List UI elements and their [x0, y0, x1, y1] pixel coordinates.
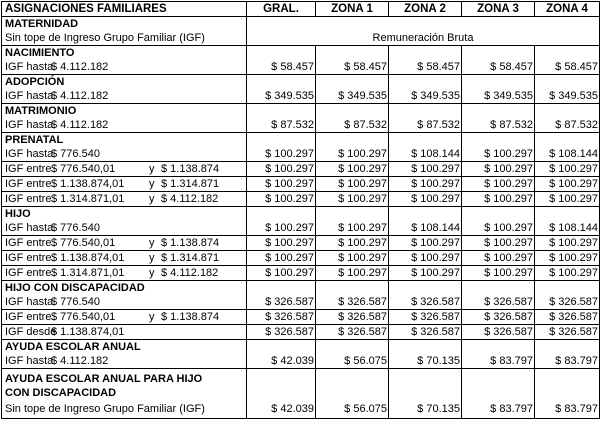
value-cell: $ 58.457: [535, 60, 600, 75]
section-title-row: [2, 133, 600, 148]
value-cell: $ 326.587: [316, 295, 389, 310]
value-cell: $ 100.297: [389, 192, 462, 207]
section-title-ayuda-escolar-disc-2: CON DISCAPACIDAD: [2, 386, 247, 400]
empty-cell: [247, 340, 316, 355]
value-cell: $ 100.297: [316, 236, 389, 251]
section-title-row: [2, 207, 600, 222]
value-cell: $ 100.297: [535, 162, 600, 177]
condition-to: $ 1.314.871: [161, 252, 220, 264]
value-cell: $ 100.297: [389, 251, 462, 266]
value-cell: $ 87.532: [247, 118, 316, 133]
value-cell: $ 70.135: [389, 400, 462, 419]
condition-cell: [2, 310, 247, 325]
condition-label: IGF entre: [5, 178, 52, 190]
value-cell: $ 108.144: [389, 221, 462, 236]
condition-label: IGF hasta: [5, 296, 54, 308]
asignaciones-table: [1, 1, 600, 419]
condition-cell: [2, 89, 247, 104]
condition-from: $ 776.540: [51, 296, 100, 308]
table-row: [2, 192, 600, 207]
header-zone: ZONA 1: [316, 2, 389, 17]
condition-from: $ 776.540,01: [51, 163, 116, 175]
value-cell: $ 87.532: [389, 118, 462, 133]
table-row: [2, 400, 600, 419]
condition-to: $ 1.314.871: [161, 178, 220, 190]
empty-cell: [535, 281, 600, 296]
section-title-nacimiento: NACIMIENTO: [2, 46, 247, 61]
section-title-hijo: HIJO: [2, 207, 247, 222]
empty-cell: [462, 340, 535, 355]
condition-and: y: [149, 163, 155, 175]
empty-cell: [535, 133, 600, 148]
section-title-hijo-discapacidad: HIJO CON DISCAPACIDAD: [2, 281, 247, 296]
value-cell: $ 100.297: [247, 147, 316, 162]
table-row: [2, 310, 600, 325]
condition-amount: $ 4.112.182: [51, 355, 109, 367]
table-row: [2, 177, 600, 192]
empty-cell: [316, 104, 389, 119]
value-cell: $ 100.297: [389, 162, 462, 177]
value-cell: $ 100.297: [316, 147, 389, 162]
empty-cell: [316, 46, 389, 61]
empty-cell: [247, 281, 316, 296]
condition-and: y: [149, 178, 155, 190]
value-cell: $ 349.535: [316, 89, 389, 104]
condition-and: y: [149, 193, 155, 205]
empty-cell: [389, 75, 462, 90]
value-cell: $ 100.297: [247, 162, 316, 177]
condition-cell: [2, 118, 247, 133]
condition-cell: [2, 295, 247, 310]
value-cell: $ 87.532: [462, 118, 535, 133]
value-cell: $ 100.297: [247, 177, 316, 192]
value-cell: $ 326.587: [247, 295, 316, 310]
empty-cell: [535, 75, 600, 90]
condition-from: $ 776.540,01: [51, 311, 116, 323]
empty-cell: [462, 46, 535, 61]
value-cell: $ 100.297: [389, 266, 462, 281]
value-cell: $ 100.297: [389, 236, 462, 251]
value-cell: $ 326.587: [535, 310, 600, 325]
value-cell: $ 326.587: [389, 295, 462, 310]
condition-cell: [2, 325, 247, 340]
table-row: [2, 89, 600, 104]
condition-from: $ 776.540: [51, 222, 100, 234]
value-cell: $ 100.297: [247, 236, 316, 251]
condition-cell: [2, 221, 247, 236]
section-title-ayuda-escolar: AYUDA ESCOLAR ANUAL: [2, 340, 247, 355]
empty-cell: [535, 104, 600, 119]
condition-to: $ 4.112.182: [161, 267, 219, 279]
condition-to: $ 4.112.182: [161, 193, 219, 205]
condition-label: IGF entre: [5, 252, 52, 264]
empty-cell: [462, 133, 535, 148]
condition-label: IGF entre: [5, 267, 52, 279]
empty-cell: [247, 369, 316, 401]
value-cell: $ 100.297: [247, 192, 316, 207]
table-row: [2, 118, 600, 133]
section-title-row: [2, 369, 600, 387]
empty-cell: [462, 369, 535, 401]
empty-cell: [316, 133, 389, 148]
table-row: [2, 266, 600, 281]
value-cell: $ 83.797: [462, 354, 535, 369]
value-cell: $ 100.297: [535, 177, 600, 192]
value-cell: $ 326.587: [462, 310, 535, 325]
value-cell: $ 100.297: [462, 162, 535, 177]
value-cell: $ 100.297: [462, 266, 535, 281]
value-cell: $ 100.297: [247, 251, 316, 266]
condition-from: $ 1.138.874,01: [51, 178, 125, 190]
condition-amount: $ 4.112.182: [51, 90, 109, 102]
table-row: [2, 236, 600, 251]
section-title-row: [2, 46, 600, 61]
header-zone: ZONA 3: [462, 2, 535, 17]
value-cell: $ 326.587: [535, 325, 600, 340]
empty-cell: [389, 133, 462, 148]
condition-from: $ 1.314.871,01: [51, 267, 125, 279]
value-cell: $ 100.297: [462, 192, 535, 207]
value-cell: $ 100.297: [316, 221, 389, 236]
value-cell: $ 56.075: [316, 400, 389, 419]
section-title-row: [2, 17, 600, 32]
value-cell: $ 58.457: [389, 60, 462, 75]
value-cell: $ 56.075: [316, 354, 389, 369]
condition-from: $ 776.540: [51, 148, 100, 160]
value-cell: $ 349.535: [462, 89, 535, 104]
condition-from: $ 776.540,01: [51, 237, 116, 249]
condition-label: IGF entre: [5, 163, 52, 175]
empty-cell: [462, 75, 535, 90]
table-row: [2, 354, 600, 369]
section-title-matrimonio: MATRIMONIO: [2, 104, 247, 119]
condition-cell: [2, 147, 247, 162]
condition-label: IGF hasta: [5, 148, 54, 160]
empty-cell: [462, 281, 535, 296]
empty-cell: [389, 104, 462, 119]
header-zone: ZONA 4: [535, 2, 600, 17]
empty-cell: [535, 207, 600, 222]
condition-from: $ 1.138.874,01: [51, 252, 125, 264]
value-cell: $ 100.297: [462, 177, 535, 192]
value-cell: $ 100.297: [316, 177, 389, 192]
value-cell: $ 108.144: [535, 147, 600, 162]
maternidad-note: Sin tope de Ingreso Grupo Familiar (IGF): [2, 31, 247, 46]
condition-cell: [2, 60, 247, 75]
value-cell: $ 42.039: [247, 354, 316, 369]
value-cell: $ 326.587: [462, 325, 535, 340]
value-cell: $ 326.587: [389, 310, 462, 325]
value-cell: $ 100.297: [535, 192, 600, 207]
value-cell: $ 100.297: [462, 147, 535, 162]
empty-cell: [535, 46, 600, 61]
condition-cell: [2, 251, 247, 266]
condition-label: IGF entre: [5, 237, 52, 249]
value-cell: $ 87.532: [316, 118, 389, 133]
value-cell: $ 100.297: [316, 251, 389, 266]
empty-cell: [535, 340, 600, 355]
condition-cell: [2, 354, 247, 369]
condition-label: IGF hasta: [5, 355, 54, 367]
empty-cell: [389, 207, 462, 222]
value-cell: $ 58.457: [316, 60, 389, 75]
value-cell: $ 326.587: [389, 325, 462, 340]
value-cell: $ 100.297: [247, 266, 316, 281]
value-cell: $ 70.135: [389, 354, 462, 369]
value-cell: $ 100.297: [247, 221, 316, 236]
value-cell: $ 42.039: [247, 400, 316, 419]
empty-cell: [316, 340, 389, 355]
value-cell: $ 349.535: [247, 89, 316, 104]
empty-cell: [316, 281, 389, 296]
value-cell: $ 100.297: [535, 266, 600, 281]
table-row: [2, 60, 600, 75]
condition-label: IGF desde: [5, 326, 57, 338]
condition-label: IGF entre: [5, 311, 52, 323]
section-title-adopcion: ADOPCIÓN: [2, 75, 247, 90]
empty-cell: [389, 281, 462, 296]
value-cell: $ 58.457: [462, 60, 535, 75]
value-cell: $ 100.297: [462, 236, 535, 251]
section-title-row: [2, 340, 600, 355]
section-title-row: [2, 75, 600, 90]
section-title-row: [2, 281, 600, 296]
value-cell: $ 100.297: [316, 266, 389, 281]
value-cell: $ 326.587: [316, 325, 389, 340]
header-title: ASIGNACIONES FAMILIARES: [2, 2, 247, 17]
value-cell: $ 326.587: [462, 295, 535, 310]
value-cell: $ 87.532: [535, 118, 600, 133]
condition-cell: [2, 162, 247, 177]
value-cell: $ 326.587: [247, 310, 316, 325]
empty-cell: [462, 104, 535, 119]
condition-and: y: [149, 267, 155, 279]
condition-amount: $ 4.112.182: [51, 119, 109, 131]
condition-from: $ 1.138.874,01: [51, 326, 125, 338]
condition-label: IGF hasta: [5, 90, 54, 102]
section-title-prenatal: PRENATAL: [2, 133, 247, 148]
empty-cell: [247, 46, 316, 61]
value-cell: $ 83.797: [462, 400, 535, 419]
table-row: [2, 147, 600, 162]
table-row: [2, 325, 600, 340]
empty-cell: [462, 207, 535, 222]
condition-to: $ 1.138.874: [161, 237, 220, 249]
empty-cell: [389, 369, 462, 401]
value-cell: $ 326.587: [247, 325, 316, 340]
condition-cell: [2, 236, 247, 251]
value-cell: $ 83.797: [535, 354, 600, 369]
empty-cell: [247, 207, 316, 222]
value-cell: $ 83.797: [535, 400, 600, 419]
value-cell: $ 100.297: [389, 177, 462, 192]
value-cell: $ 58.457: [247, 60, 316, 75]
empty-cell: [316, 75, 389, 90]
table-row: [2, 221, 600, 236]
condition-cell: [2, 177, 247, 192]
section-title-ayuda-escolar-disc-1: AYUDA ESCOLAR ANUAL PARA HIJO: [2, 369, 247, 387]
ayuda-escolar-disc-note: Sin tope de Ingreso Grupo Familiar (IGF): [2, 400, 247, 419]
condition-and: y: [149, 237, 155, 249]
value-cell: $ 326.587: [535, 295, 600, 310]
value-cell: $ 100.297: [462, 251, 535, 266]
value-cell: $ 326.587: [316, 310, 389, 325]
value-cell: $ 100.297: [316, 162, 389, 177]
value-cell: $ 108.144: [535, 221, 600, 236]
condition-and: y: [149, 252, 155, 264]
empty-cell: [389, 340, 462, 355]
condition-label: IGF hasta: [5, 61, 54, 73]
value-cell: $ 100.297: [316, 192, 389, 207]
header-zone: GRAL.: [247, 2, 316, 17]
empty-cell: [247, 104, 316, 119]
table-row: [2, 162, 600, 177]
table-row: [2, 251, 600, 266]
condition-label: IGF hasta: [5, 222, 54, 234]
value-cell: $ 100.297: [535, 236, 600, 251]
value-cell: $ 108.144: [389, 147, 462, 162]
table-header-row: [2, 2, 600, 17]
value-cell: $ 100.297: [535, 251, 600, 266]
condition-from: $ 1.314.871,01: [51, 193, 125, 205]
table-row: [2, 295, 600, 310]
empty-cell: [247, 75, 316, 90]
condition-to: $ 1.138.874: [161, 311, 220, 323]
condition-cell: [2, 192, 247, 207]
maternidad-value: Remuneración Bruta: [247, 17, 600, 46]
condition-label: IGF entre: [5, 193, 52, 205]
condition-amount: $ 4.112.182: [51, 61, 109, 73]
empty-cell: [535, 369, 600, 401]
condition-and: y: [149, 311, 155, 323]
section-title-maternidad: MATERNIDAD: [2, 17, 247, 32]
empty-cell: [316, 207, 389, 222]
condition-label: IGF hasta: [5, 119, 54, 131]
section-title-row: [2, 104, 600, 119]
condition-to: $ 1.138.874: [161, 163, 220, 175]
value-cell: $ 349.535: [535, 89, 600, 104]
header-zone: ZONA 2: [389, 2, 462, 17]
empty-cell: [316, 369, 389, 401]
value-cell: $ 100.297: [462, 221, 535, 236]
value-cell: $ 349.535: [389, 89, 462, 104]
condition-cell: [2, 266, 247, 281]
empty-cell: [247, 133, 316, 148]
empty-cell: [389, 46, 462, 61]
